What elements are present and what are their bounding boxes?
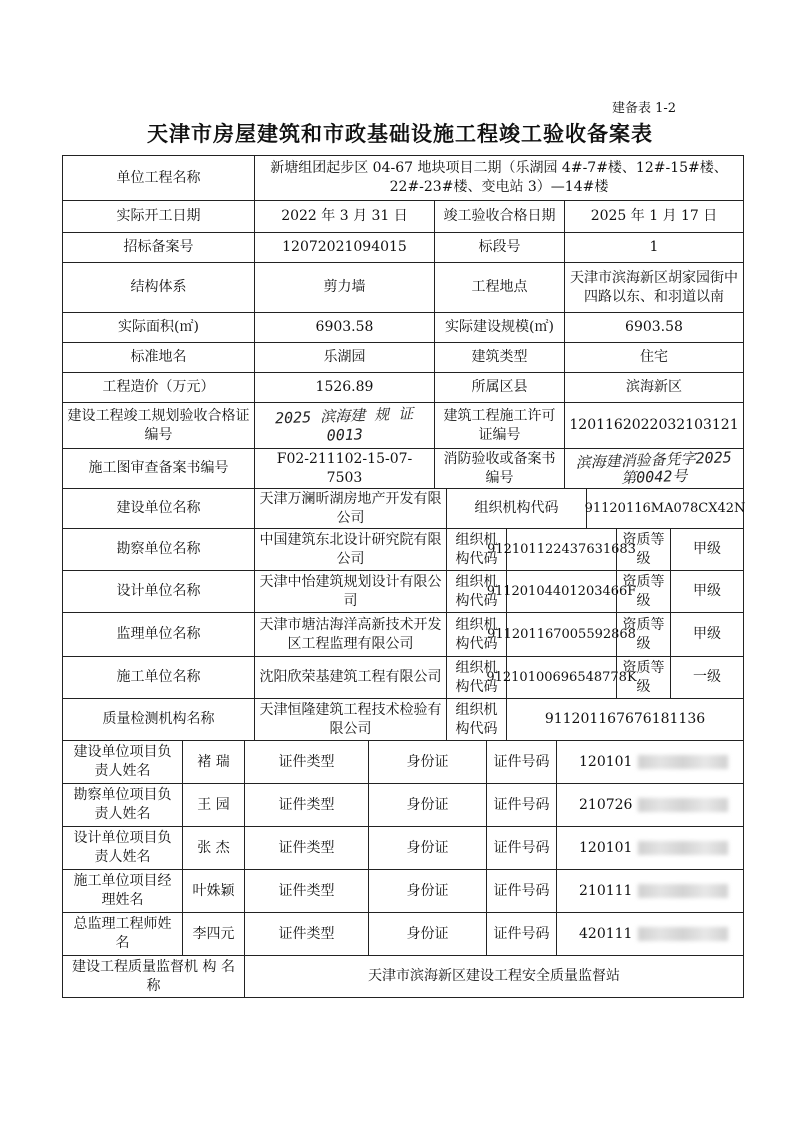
table-row xyxy=(62,342,744,372)
table-row xyxy=(62,488,744,528)
building-type-value: 住宅 xyxy=(564,343,744,372)
cert-type-value: 身份证 xyxy=(368,827,486,869)
testing-code: 911201167676181136 xyxy=(506,699,744,740)
field-label: 实际建设规模(㎡) xyxy=(434,313,564,342)
cert-no-cell xyxy=(556,913,744,955)
field-label: 组织机构代码 xyxy=(446,489,586,528)
field-label: 组织机构代码 xyxy=(446,657,506,698)
person-name: 叶姝颖 xyxy=(182,870,244,912)
survey-name: 中国建筑东北设计研究院有限公司 xyxy=(254,529,446,570)
table-row xyxy=(62,232,744,262)
builder-name: 天津万澜昕湖房地产开发有限公司 xyxy=(254,489,446,528)
role-label: 总监理工程师姓名 xyxy=(62,913,182,955)
place-name-value: 乐湖园 xyxy=(254,343,434,372)
role-label: 勘察单位项目负责人姓名 xyxy=(62,784,182,826)
field-label: 招标备案号 xyxy=(62,233,254,262)
field-label: 建筑类型 xyxy=(434,343,564,372)
cert-no-cell xyxy=(556,870,744,912)
role-label: 施工单位项目经理姓名 xyxy=(62,870,182,912)
cert-no-cell xyxy=(556,784,744,826)
redacted-mask xyxy=(638,884,728,898)
accept-date-value: 2025 年 1 月 17 日 xyxy=(564,201,744,232)
construction-name: 沈阳欣荣基建筑工程有限公司 xyxy=(254,657,446,698)
person-name: 褚 瑞 xyxy=(182,741,244,783)
supervision-grade: 甲级 xyxy=(670,613,744,656)
cert-type-value: 身份证 xyxy=(368,784,486,826)
handwritten-fire-no: 滨海建消验备凭字2025第0042号 xyxy=(575,447,733,487)
builder-code: 91120116MA078CX42N xyxy=(586,489,744,528)
field-label: 标段号 xyxy=(434,233,564,262)
field-label: 证件类型 xyxy=(244,870,368,912)
table-row xyxy=(62,955,744,998)
role-label: 建设单位项目负责人姓名 xyxy=(62,741,182,783)
person-row xyxy=(62,740,744,783)
table-row xyxy=(62,312,744,342)
field-label: 证件号码 xyxy=(486,827,556,869)
id-prefix: 120101 xyxy=(579,753,633,770)
redacted-mask xyxy=(638,798,728,812)
field-label: 证件号码 xyxy=(486,913,556,955)
person-row xyxy=(62,912,744,955)
field-label: 单位工程名称 xyxy=(62,156,254,200)
person-row xyxy=(62,783,744,826)
person-name: 张 杰 xyxy=(182,827,244,869)
filing-table xyxy=(62,155,744,998)
scale-value: 6903.58 xyxy=(564,313,744,342)
field-label: 消防验收或备案书编号 xyxy=(434,449,564,488)
table-row xyxy=(62,372,744,402)
field-label: 施工单位名称 xyxy=(62,657,254,698)
testing-name: 天津恒隆建筑工程技术检验有限公司 xyxy=(254,699,446,740)
design-name: 天津中怡建筑规划设计有限公司 xyxy=(254,571,446,612)
field-label: 标准地名 xyxy=(62,343,254,372)
start-date-value: 2022 年 3 月 31 日 xyxy=(254,201,434,232)
field-label: 施工图审查备案书编号 xyxy=(62,449,254,488)
table-row xyxy=(62,448,744,488)
design-code: 91120104401203466F xyxy=(506,571,616,612)
field-label: 资质等级 xyxy=(616,613,670,656)
id-prefix: 210111 xyxy=(579,882,633,899)
field-label: 资质等级 xyxy=(616,529,670,570)
field-label: 证件类型 xyxy=(244,827,368,869)
supervision-name: 天津市塘沽海洋高新技术开发区工程监理有限公司 xyxy=(254,613,446,656)
field-label: 竣工验收合格日期 xyxy=(434,201,564,232)
field-label: 建设工程竣工规划验收合格证编号 xyxy=(62,403,254,448)
field-label: 组织机构代码 xyxy=(446,613,506,656)
field-label: 实际开工日期 xyxy=(62,201,254,232)
cert-no-cell xyxy=(556,741,744,783)
field-label: 实际面积(㎡) xyxy=(62,313,254,342)
planning-cert-cell xyxy=(254,403,434,448)
redacted-mask xyxy=(638,755,728,769)
cert-type-value: 身份证 xyxy=(368,870,486,912)
supervision-code: 911201167005592868 xyxy=(506,613,616,656)
person-name: 王 园 xyxy=(182,784,244,826)
cert-type-value: 身份证 xyxy=(368,913,486,955)
field-label: 证件号码 xyxy=(486,870,556,912)
field-label: 证件类型 xyxy=(244,741,368,783)
field-label: 工程造价（万元） xyxy=(62,373,254,402)
permit-value: 1201162022032103121 xyxy=(564,403,744,448)
location-value: 天津市滨海新区胡家园街中四路以东、和羽道以南 xyxy=(564,263,744,312)
id-prefix: 120101 xyxy=(579,839,633,856)
id-prefix: 210726 xyxy=(579,796,633,813)
person-row xyxy=(62,826,744,869)
table-row xyxy=(62,570,744,612)
field-label: 设计单位名称 xyxy=(62,571,254,612)
form-code: 建备表 1-2 xyxy=(612,101,677,116)
field-label: 监理单位名称 xyxy=(62,613,254,656)
field-label: 证件类型 xyxy=(244,913,368,955)
redacted-mask xyxy=(638,841,728,855)
page-title: 天津市房屋建筑和市政基础设施工程竣工验收备案表 xyxy=(147,122,653,146)
unit-name-value: 新塘组团起步区 04-67 地块项目二期（乐湖园 4#-7#楼、12#-15#楼、22#-23#楼、变电站 3）—14#楼 xyxy=(254,156,744,200)
table-row xyxy=(62,155,744,200)
field-label: 所属区县 xyxy=(434,373,564,402)
field-label: 结构体系 xyxy=(62,263,254,312)
survey-code: 912101122437631683 xyxy=(506,529,616,570)
field-label: 勘察单位名称 xyxy=(62,529,254,570)
field-label: 资质等级 xyxy=(616,571,670,612)
person-name: 李四元 xyxy=(182,913,244,955)
field-label: 建设单位名称 xyxy=(62,489,254,528)
table-row xyxy=(62,656,744,698)
field-label: 组织机构代码 xyxy=(446,699,506,740)
redacted-mask xyxy=(638,927,728,941)
id-prefix: 420111 xyxy=(579,925,633,942)
table-row xyxy=(62,262,744,312)
field-label: 证件号码 xyxy=(486,784,556,826)
field-label: 组织机构代码 xyxy=(446,529,506,570)
drawing-review-value: F02-211102-15-07-7503 xyxy=(254,449,434,488)
field-label: 证件类型 xyxy=(244,784,368,826)
survey-grade: 甲级 xyxy=(670,529,744,570)
field-label: 建设工程质量监督机 构 名 称 xyxy=(62,956,244,997)
construction-grade: 一级 xyxy=(670,657,744,698)
role-label: 设计单位项目负责人姓名 xyxy=(62,827,182,869)
table-row xyxy=(62,612,744,656)
table-row xyxy=(62,402,744,448)
bid-no-value: 12072021094015 xyxy=(254,233,434,262)
cert-no-cell xyxy=(556,827,744,869)
table-row xyxy=(62,200,744,232)
field-label: 工程地点 xyxy=(434,263,564,312)
district-value: 滨海新区 xyxy=(564,373,744,402)
construction-code: 91210100696548778K xyxy=(506,657,616,698)
field-label: 质量检测机构名称 xyxy=(62,699,254,740)
fire-cell xyxy=(564,449,744,488)
field-label: 资质等级 xyxy=(616,657,670,698)
field-label: 证件号码 xyxy=(486,741,556,783)
field-label: 组织机构代码 xyxy=(446,571,506,612)
table-row xyxy=(62,698,744,740)
person-row xyxy=(62,869,744,912)
cert-type-value: 身份证 xyxy=(368,741,486,783)
field-label: 建筑工程施工许可证编号 xyxy=(434,403,564,448)
table-row xyxy=(62,528,744,570)
structure-value: 剪力墙 xyxy=(254,263,434,312)
section-value: 1 xyxy=(564,233,744,262)
design-grade: 甲级 xyxy=(670,571,744,612)
supervision-station-value: 天津市滨海新区建设工程安全质量监督站 xyxy=(244,956,744,997)
handwritten-planning-cert: 2025 滨海建 规 证 0013 xyxy=(274,404,414,445)
area-value: 6903.58 xyxy=(254,313,434,342)
cost-value: 1526.89 xyxy=(254,373,434,402)
